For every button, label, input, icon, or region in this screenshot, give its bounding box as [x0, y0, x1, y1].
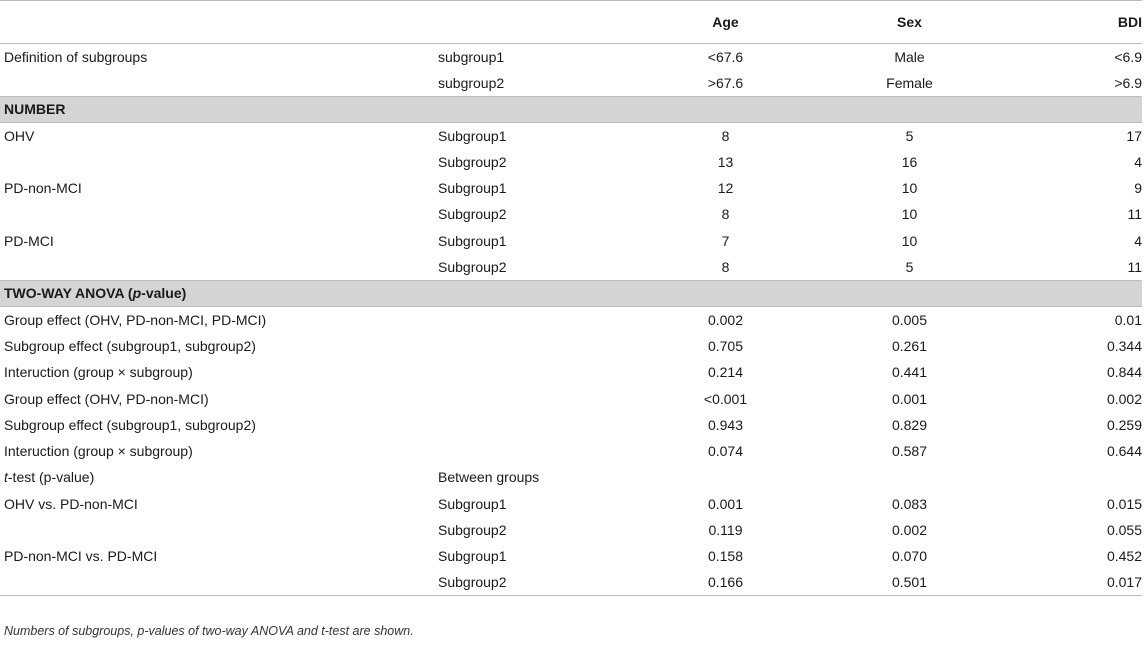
- cell-sex: 0.587: [891, 443, 928, 460]
- ttest-heading-row: [0, 464, 1142, 490]
- cell-bdi: 0.002: [1106, 390, 1142, 407]
- cell-sex: 0.261: [891, 337, 928, 354]
- row-subgroup: Subgroup1: [438, 127, 507, 144]
- row-label: [0, 70, 434, 96]
- ttest-heading: [0, 464, 434, 490]
- anova-title-italic: p: [132, 285, 142, 302]
- cell-age: 0.119: [708, 521, 743, 538]
- cell-bdi: <6.9: [1114, 48, 1142, 65]
- cell-age: 12: [717, 180, 734, 197]
- anova-row-4: [0, 385, 1142, 411]
- cell-bdi: 0.452: [1106, 548, 1142, 565]
- header-empty-1: [0, 1, 434, 44]
- row-label: OHV vs. PD-non-MCI: [4, 495, 138, 512]
- row-label: [0, 201, 434, 227]
- anova-row-1: [0, 306, 1142, 332]
- anova-title-suffix: -value): [141, 285, 187, 302]
- cell-sex: 0.005: [891, 311, 928, 328]
- row-subgroup: Subgroup2: [438, 153, 507, 170]
- cell-age: <0.001: [703, 390, 748, 407]
- ttest-row-2: [0, 517, 1142, 543]
- cell-age: 13: [717, 153, 734, 170]
- section-anova-title: [0, 280, 1142, 306]
- header-age: Age: [634, 1, 817, 44]
- anova-row-6: [0, 438, 1142, 464]
- cell-bdi: 0.344: [1106, 337, 1142, 354]
- cell-sex: 0.002: [891, 521, 928, 538]
- row-subgroup: Subgroup2: [438, 521, 507, 538]
- cell-age: 0.705: [707, 337, 744, 354]
- row-label: [0, 569, 434, 595]
- cell-bdi: 11: [1127, 258, 1142, 275]
- definition-row-1: [0, 44, 1142, 70]
- cell-sex: 0.501: [817, 569, 1002, 595]
- cell-age: 8: [721, 206, 730, 223]
- row-subgroup: subgroup1: [438, 48, 505, 65]
- row-subgroup: Subgroup2: [434, 569, 634, 595]
- cell-bdi: 0.644: [1106, 443, 1142, 460]
- cell-age: 0.214: [707, 364, 744, 381]
- row-subgroup: Subgroup1: [438, 495, 507, 512]
- cell-bdi: 0.844: [1106, 364, 1142, 381]
- row-subgroup: Subgroup1: [438, 180, 507, 197]
- row-subgroup: [434, 412, 634, 438]
- cell-age: 0.943: [707, 416, 744, 433]
- cell-age: 0.158: [707, 548, 744, 565]
- ttest-heading-italic: t: [4, 469, 8, 486]
- cell-bdi: 0.259: [1106, 416, 1142, 433]
- section-number-title: NUMBER: [0, 96, 1142, 122]
- row-label: Subgroup effect (subgroup1, subgroup2): [4, 416, 256, 433]
- cell-sex: Female: [886, 74, 933, 91]
- header-bdi: BDI: [1002, 1, 1142, 44]
- cell-age: 0.002: [707, 311, 744, 328]
- cell-empty: [817, 464, 1002, 490]
- cell-age: 0.001: [707, 495, 744, 512]
- number-row-1: [0, 122, 1142, 148]
- cell-sex: 10: [901, 232, 918, 249]
- row-subgroup: subgroup2: [438, 74, 505, 91]
- table-footnote: Numbers of subgroups, p-values of two-way ANOVA and t-test are shown.: [4, 624, 414, 638]
- cell-sex: 0.441: [891, 364, 928, 381]
- row-label: OHV: [4, 127, 35, 144]
- row-label: Group effect (OHV, PD-non-MCI, PD-MCI): [4, 311, 267, 328]
- cell-bdi: 0.01: [1114, 311, 1142, 328]
- number-row-4: [0, 201, 1142, 227]
- header-sex: Sex: [817, 1, 1002, 44]
- row-subgroup: [434, 385, 634, 411]
- number-row-6: [0, 254, 1142, 280]
- cell-age: >67.6: [707, 74, 744, 91]
- anova-row-3: [0, 359, 1142, 385]
- cell-bdi: 9: [1134, 180, 1142, 197]
- cell-bdi: 17: [1126, 127, 1142, 144]
- cell-empty: [1002, 464, 1142, 490]
- row-label: Subgroup effect (subgroup1, subgroup2): [4, 337, 256, 354]
- ttest-heading-sub: Between groups: [438, 469, 540, 486]
- row-label: PD-non-MCI: [4, 180, 82, 197]
- row-label: Interuction (group × subgroup): [4, 364, 193, 381]
- anova-row-5: [0, 412, 1142, 438]
- row-subgroup: Subgroup1: [438, 548, 507, 565]
- row-subgroup: Subgroup2: [438, 258, 507, 275]
- row-label: PD-MCI: [4, 232, 54, 249]
- cell-bdi: 0.055: [1106, 521, 1142, 538]
- cell-bdi: >6.9: [1114, 74, 1142, 91]
- cell-age: <67.6: [707, 48, 744, 65]
- cell-sex: 5: [905, 258, 914, 275]
- cell-sex: 5: [905, 127, 914, 144]
- cell-age: 0.074: [707, 443, 744, 460]
- cell-age: 0.166: [634, 569, 817, 595]
- cell-bdi: 11: [1127, 206, 1142, 223]
- cell-sex: 0.829: [891, 416, 928, 433]
- row-label: Group effect (OHV, PD-non-MCI): [4, 390, 209, 407]
- cell-bdi: 0.017: [1002, 569, 1142, 595]
- ttest-heading-suffix: -test (p-value): [7, 469, 95, 486]
- cell-bdi: 4: [1134, 232, 1142, 249]
- number-row-2: [0, 149, 1142, 175]
- row-subgroup: [434, 359, 634, 385]
- ttest-row-3: [0, 543, 1142, 569]
- cell-bdi: 0.015: [1106, 495, 1142, 512]
- cell-sex: 0.083: [891, 495, 928, 512]
- ttest-row-1: [0, 491, 1142, 517]
- row-subgroup: [434, 438, 634, 464]
- row-label: [0, 517, 434, 543]
- row-subgroup: Subgroup1: [438, 232, 507, 249]
- row-subgroup: Subgroup2: [438, 206, 507, 223]
- number-row-3: [0, 175, 1142, 201]
- row-label: [0, 149, 434, 175]
- cell-age: 8: [721, 127, 730, 144]
- cell-sex: 16: [901, 153, 918, 170]
- section-anova: [0, 280, 1142, 306]
- cell-sex: 10: [901, 206, 918, 223]
- header-row: [0, 1, 1142, 44]
- number-row-5: [0, 228, 1142, 254]
- header-empty-2: [434, 1, 634, 44]
- row-label: PD-non-MCI vs. PD-MCI: [4, 548, 158, 565]
- row-label: Interuction (group × subgroup): [4, 443, 193, 460]
- anova-row-2: [0, 333, 1142, 359]
- cell-empty: [634, 464, 817, 490]
- cell-age: 8: [721, 258, 730, 275]
- ttest-row-4: [0, 569, 1142, 595]
- cell-sex: 0.001: [891, 390, 928, 407]
- row-label: Definition of subgroups: [4, 48, 148, 65]
- cell-bdi: 4: [1134, 153, 1142, 170]
- row-label: [0, 254, 434, 280]
- row-subgroup: [434, 306, 634, 332]
- cell-sex: 0.070: [891, 548, 928, 565]
- definition-row-2: [0, 70, 1142, 96]
- cell-sex: 10: [901, 180, 918, 197]
- row-subgroup: [434, 333, 634, 359]
- cell-age: 7: [721, 232, 730, 249]
- cell-sex: Male: [894, 48, 925, 65]
- anova-title-prefix: TWO-WAY ANOVA (: [4, 285, 133, 302]
- section-number: [0, 96, 1142, 122]
